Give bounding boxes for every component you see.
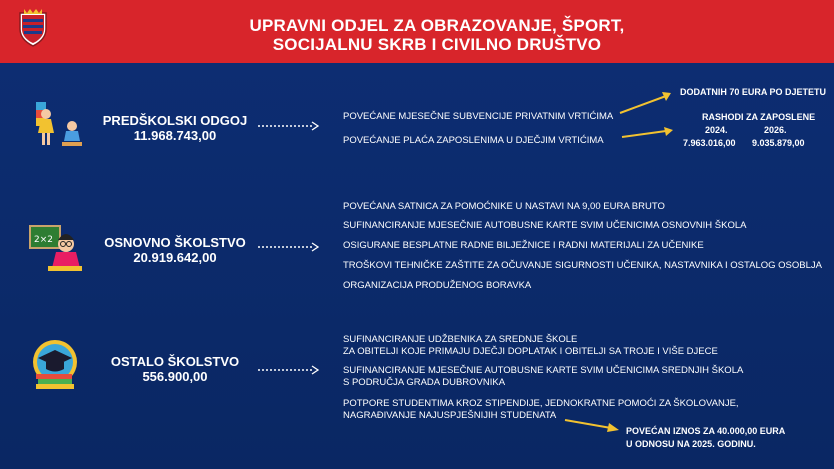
ostalo-item-1-line-1: SUFINANCIRANJE UDŽBENIKA ZA SREDNJE ŠKOLE [343,334,578,345]
ostalo-note-line-2: U ODNOSU NA 2025. GODINU. [626,439,756,449]
osnovno-item-5: ORGANIZACIJA PRODUŽENOG BORAVKA [343,280,532,291]
ostalo-item-3-line-1: POTPORE STUDENTIMA KROZ STIPENDIJE, JEDNOKRATNE POMOĆI ZA ŠKOLOVANJE, [343,398,739,409]
predskolski-value-1: 7.963.016,00 [683,138,736,148]
osnovno-item-3: OSIGURANE BESPLATNE RADNE BILJEŽNICE I RADNI MATERIJALI ZA UČENIKE [343,240,704,251]
svg-text:2×2: 2×2 [34,235,53,245]
gold-arrow-icon [563,417,621,433]
osnovno-item-4: TROŠKOVI TEHNIČKE ZAŠTITE ZA OČUVANJE SIGURNOSTI UČENIKA, NASTAVNIKA I OSTALOG OSOBLJA [343,260,822,271]
predskolski-note-1: DODATNIH 70 EURA PO DJETETU [680,87,827,97]
title-line-1: UPRAVNI ODJEL ZA OBRAZOVANJE, ŠPORT, [249,16,625,35]
section-ostalo [100,354,250,384]
predskolski-value-2: 9.035.879,00 [752,138,805,148]
page-title [0,16,834,54]
graduation-books-icon [28,338,82,392]
dotted-arrow-icon [258,121,320,131]
dotted-arrow-icon [258,242,320,252]
ostalo-title: OSTALO ŠKOLSTVO [110,354,240,369]
predskolski-amount: 11.968.743,00 [133,128,217,143]
gold-arrow-icon [618,90,674,116]
section-osnovno [100,235,250,265]
ostalo-amount: 556.900,00 [142,369,208,384]
section-predskolski [100,113,250,143]
osnovno-amount: 20.919.642,00 [133,250,217,265]
header-banner [0,0,834,63]
gold-arrow-icon [620,126,674,140]
title-line-2: SOCIJALNU SKRB I CIVILNO DRUŠTVO [272,35,602,54]
children-playing-icon [30,98,84,152]
osnovno-item-1: POVEĆANA SATNICA ZA POMOĆNIKE U NASTAVI NA 9,00 EURA BRUTO [343,201,665,212]
student-chalkboard-icon [28,222,84,274]
ostalo-note-line-1: POVEĆAN IZNOS ZA 40.000,00 EURA [626,426,786,436]
ostalo-item-2-line-1: SUFINANCIRANJE MJESEČNIE AUTOBUSNE KARTE SVIM UČENICIMA SREDNJIH ŠKOLA [343,365,744,376]
predskolski-year-2: 2026. [764,125,787,135]
predskolski-item-1: POVEĆANE MJESEČNE SUBVENCIJE PRIVATNIM VRTIĆIMA [343,111,614,122]
predskolski-title: PREDŠKOLSKI ODGOJ [102,113,248,128]
predskolski-year-1: 2024. [705,125,728,135]
ostalo-item-1-line-2: ZA OBITELJI KOJE PRIMAJU DJEČJI DOPLATAK I OBITELJI SA TROJE I VIŠE DJECE [343,346,718,357]
osnovno-title: OSNOVNO ŠKOLSTVO [104,235,246,250]
predskolski-item-2: POVEĆANJE PLAĆA ZAPOSLENIMA U DJEČJIM VRTIĆIMA [343,135,604,146]
ostalo-item-2-line-2: S PODRUČJA GRADA DUBROVNIKA [343,377,506,388]
dotted-arrow-icon [258,365,320,375]
predskolski-note-2-title: RASHODI ZA ZAPOSLENE [702,112,816,122]
ostalo-item-3-line-2: NAGRAĐIVANJE NAJUSPJEŠNIJIH STUDENATA [343,410,557,421]
osnovno-item-2: SUFINANCIRANJE MJESEČNIE AUTOBUSNE KARTE SVIM UČENICIMA OSNOVNIH ŠKOLA [343,220,747,231]
